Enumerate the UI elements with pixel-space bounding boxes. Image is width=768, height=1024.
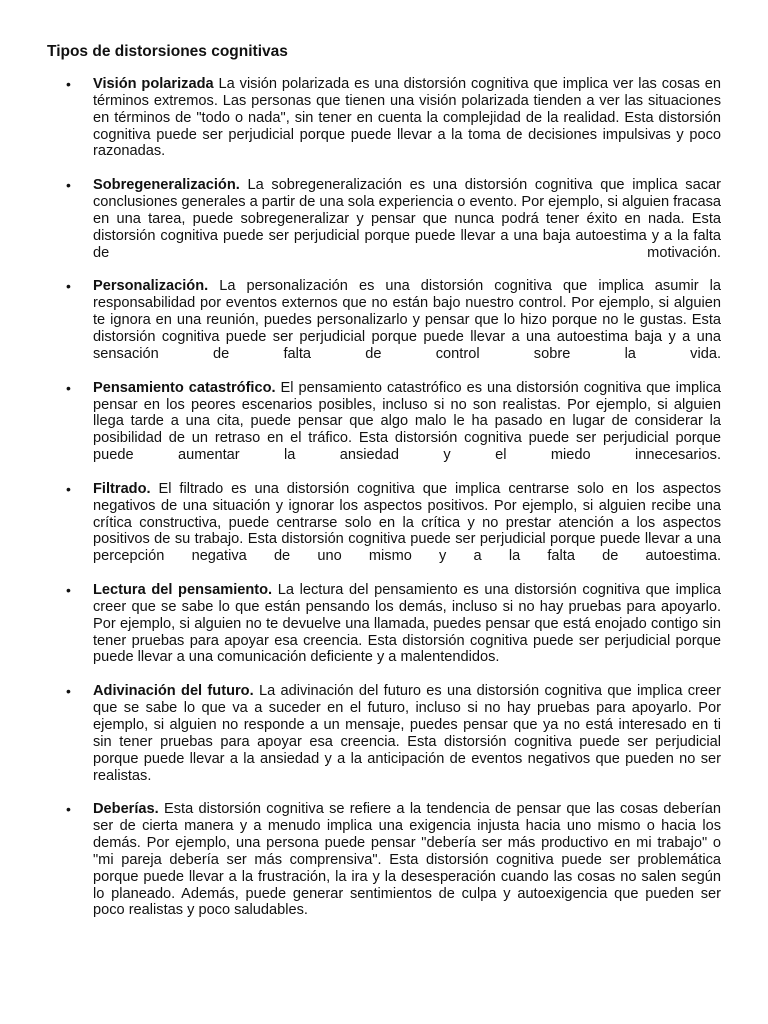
bullet-icon: • xyxy=(66,683,71,700)
item-term: Pensamiento catastrófico. xyxy=(93,379,276,396)
item-term: Sobregeneralización. xyxy=(93,177,240,194)
item-term: Visión polarizada xyxy=(93,76,214,92)
bullet-icon: • xyxy=(66,76,71,92)
item-text: La personalización es una distorsión cognitiva que implica asumir la responsabilidad por eventos externos que no están bajo nuestro control. Por ejemplo, si alguien te ignora en una reunión, puedes personalizarlo y pensar que lo hizo porque no le gustas. Esta distorsión cognitiva puede ser perjudicial porque puede llevar a una autoestima baja y a una sensación de falta de control sobre la vida. xyxy=(93,278,721,362)
bullet-icon: • xyxy=(66,278,71,295)
item-term: Deberías. xyxy=(93,801,159,818)
distortion-list xyxy=(0,76,768,936)
item-text: El filtrado es una distorsión cognitiva que implica centrarse solo en los aspectos negativos de una situación y ignorar los aspectos positivos. Por ejemplo, si alguien recibe una crítica constructiva, puede centrarse solo en la crítica y no prestar atención a los aspectos positivos de su trabajo. Esta distorsión cognitiva puede ser perjudicial porque puede llevar a una percepción negativa de uno mismo y a la falta de autoestima. xyxy=(93,480,721,565)
item-text: La lectura del pensamiento es una distorsión cognitiva que implica creer que se sabe lo que están pensando los demás, incluso si no hay pruebas para apoyarlo. Por ejemplo, si alguien no te devuelve una llamada, puedes pensar que está enojado contigo sin tener pruebas para apoyar esa creencia. Esta distorsión cognitiva puede ser perjudicial porque puede llevar a una comunicación deficiente y a malentendidos. xyxy=(93,582,721,666)
bullet-icon: • xyxy=(66,801,71,818)
item-text: Esta distorsión cognitiva se refiere a la tendencia de pensar que las cosas deberían ser de cierta manera y a menudo implica una exigencia injusta hacia uno mismo o hacia los demás. Por ejemplo, una persona puede pensar "debería ser más productivo en mi trabajo" o "mi pareja debería ser más comprensiva". Esta distorsión cognitiva puede ser problemática porque puede llevar a la frustración, la ira y la desesperación cuando las cosas no salen según lo planeado. Además, puede generar sentimientos de culpa y autoexigencia que pueden ser poco realistas y poco saludables. xyxy=(93,801,721,919)
bullet-icon: • xyxy=(66,480,71,497)
item-term: Personalización. xyxy=(93,278,209,295)
list-item-vision-polarizada xyxy=(0,76,721,160)
item-term: Filtrado. xyxy=(93,480,151,497)
list-item-pensamiento-catastrofico xyxy=(0,380,721,464)
list-item-filtrado xyxy=(0,481,721,565)
item-text: El pensamiento catastrófico es una distorsión cognitiva que implica pensar en los peores escenarios posibles, incluso si no son realistas. Por ejemplo, si alguien llega tarde a una cita, puede pensar que algo malo le ha pasado en lugar de considerar la posibilidad de un retraso en el tráfico. Esta distorsión cognitiva puede ser perjudicial porque puede aumentar la ansiedad y el miedo innecesarios. xyxy=(93,379,721,464)
item-term: Lectura del pensamiento. xyxy=(93,582,273,599)
bullet-icon: • xyxy=(66,582,71,599)
bullet-icon: • xyxy=(66,177,71,194)
item-text: La visión polarizada es una distorsión cognitiva que implica ver las cosas en términos extremos. Las personas que tienen una visión polarizada tienden a ver las situaciones en términos de "todo o nada", sin tener en cuenta la complejidad de la realidad. Esta distorsión cognitiva puede ser perjudicial porque puede llevar a la toma de decisiones impulsivas y poco razonadas. xyxy=(93,76,722,160)
list-item-adivinacion-del-futuro xyxy=(0,683,721,784)
list-item-lectura-del-pensamiento xyxy=(0,582,721,666)
list-item-personalizacion xyxy=(0,278,721,362)
item-term: Adivinación del futuro. xyxy=(93,683,254,700)
item-text: La sobregeneralización es una distorsión cognitiva que implica sacar conclusiones generales a partir de una sola experiencia o evento. Por ejemplo, si alguien fracasa en una tarea, puede sobregeneralizar y pensar que nunca podrá tener éxito en nada. Esta distorsión cognitiva puede ser perjudicial porque puede llevar a una baja autoestima y a la falta de motivación. xyxy=(93,177,721,261)
document-title: Tipos de distorsiones cognitivas xyxy=(47,43,288,60)
list-item-sobregeneralizacion xyxy=(0,177,721,261)
item-text: La adivinación del futuro es una distorsión cognitiva que implica creer que se sabe lo que va a suceder en el futuro, incluso si no hay pruebas para apoyarlo. Por ejemplo, si alguien no responde a un mensaje, puedes pensar que ya no está interesado en ti sin tener pruebas para apoyar esa creencia. Esta distorsión cognitiva puede ser perjudicial porque puede llevar a la ansiedad y a la anticipación de eventos negativos que pueden no ser realistas. xyxy=(93,683,722,784)
list-item-deberias xyxy=(0,801,721,919)
bullet-icon: • xyxy=(66,379,71,396)
